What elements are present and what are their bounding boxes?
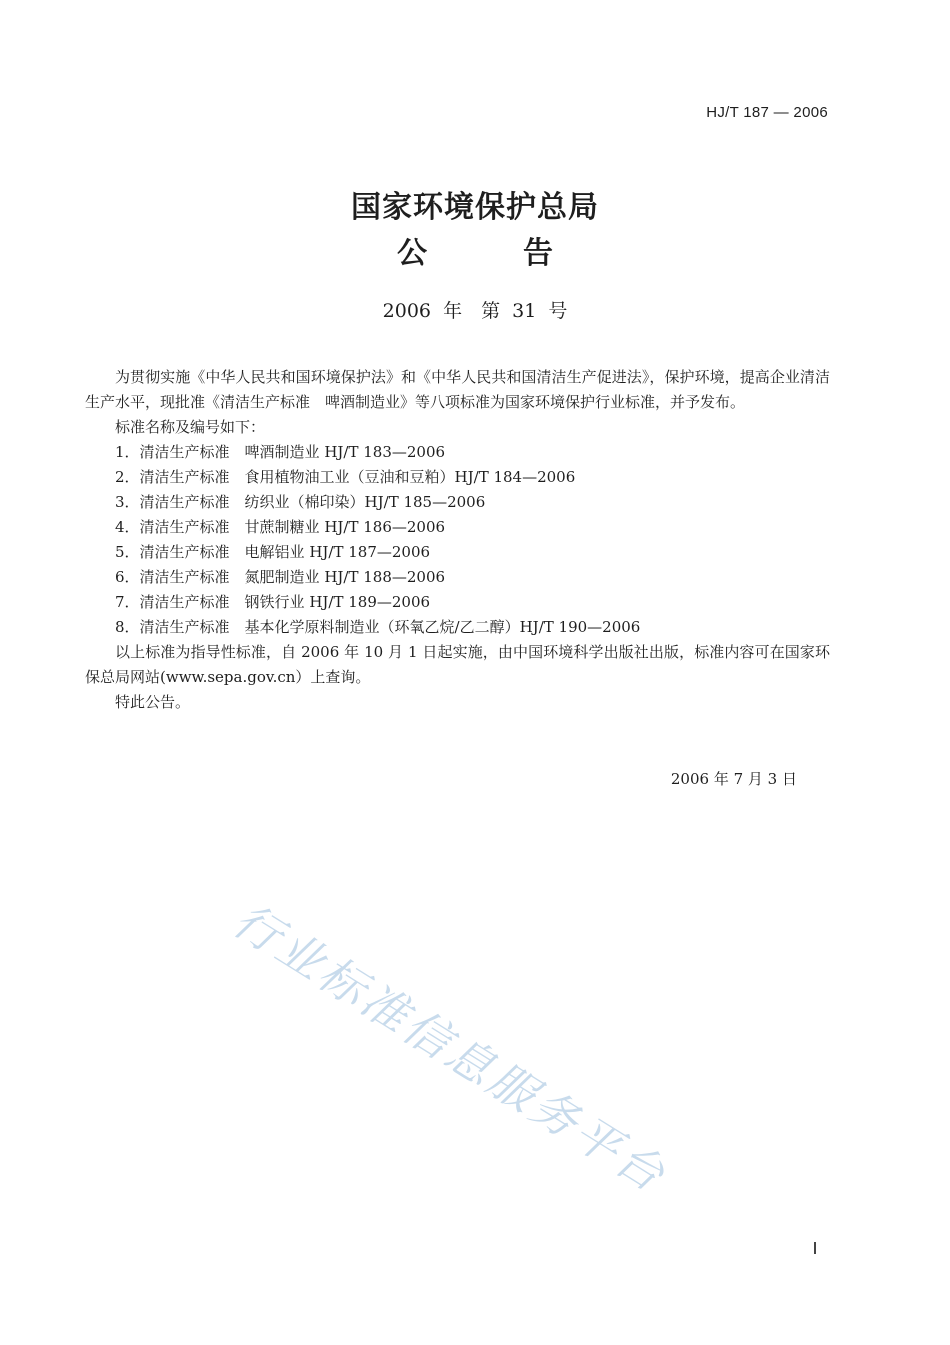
list-heading: 标准名称及编号如下： xyxy=(115,418,266,436)
issue-date: 2006 年 7 月 3 日 xyxy=(670,770,797,788)
standards-list xyxy=(85,440,830,640)
list-item: 7．清洁生产标准 钢铁行业 HJ/T 189—2006 xyxy=(115,593,431,611)
list-item: 5．清洁生产标准 电解铝业 HJ/T 187—2006 xyxy=(115,543,431,561)
list-item: 8．清洁生产标准 基本化学原料制造业（环氧乙烷/乙二醇）HJ/T 190—2006 xyxy=(115,618,641,636)
signoff-text: 特此公告。 xyxy=(115,693,191,711)
list-item: 3．清洁生产标准 纺织业（棉印染）HJ/T 185—2006 xyxy=(115,493,486,511)
announcement-title: 公告 xyxy=(397,236,649,271)
watermark: 行业标准信息服务平台 xyxy=(224,892,677,1204)
announcement-body xyxy=(85,365,830,715)
closing-paragraph: 以上标准为指导性标准，自 2006 年 10 月 1 日起实施，由中国环境科学出版社出版，标准内容可在国家环保总局网站(www.sepa.gov.cn）上查询。 xyxy=(85,643,830,686)
list-item: 6．清洁生产标准 氮肥制造业 HJ/T 188—2006 xyxy=(115,568,446,586)
issue-number: 2006 年 第 31 号 xyxy=(382,300,568,322)
issuer-title: 国家环境保护总局 xyxy=(351,190,599,225)
list-item: 2．清洁生产标准 食用植物油工业（豆油和豆粕）HJ/T 184—2006 xyxy=(115,468,576,486)
intro-paragraph: 为贯彻实施《中华人民共和国环境保护法》和《中华人民共和国清洁生产促进法》，保护环境，提高企业清洁生产水平，现批准《清洁生产标准 啤酒制造业》等八项标准为国家环境保护行业标准，并予发布。 xyxy=(85,368,830,411)
page-number xyxy=(814,1242,816,1254)
standard-code: HJ/T 187 — 2006 xyxy=(706,104,828,121)
list-item: 1．清洁生产标准 啤酒制造业 HJ/T 183—2006 xyxy=(115,443,446,461)
list-item: 4．清洁生产标准 甘蔗制糖业 HJ/T 186—2006 xyxy=(115,518,446,536)
